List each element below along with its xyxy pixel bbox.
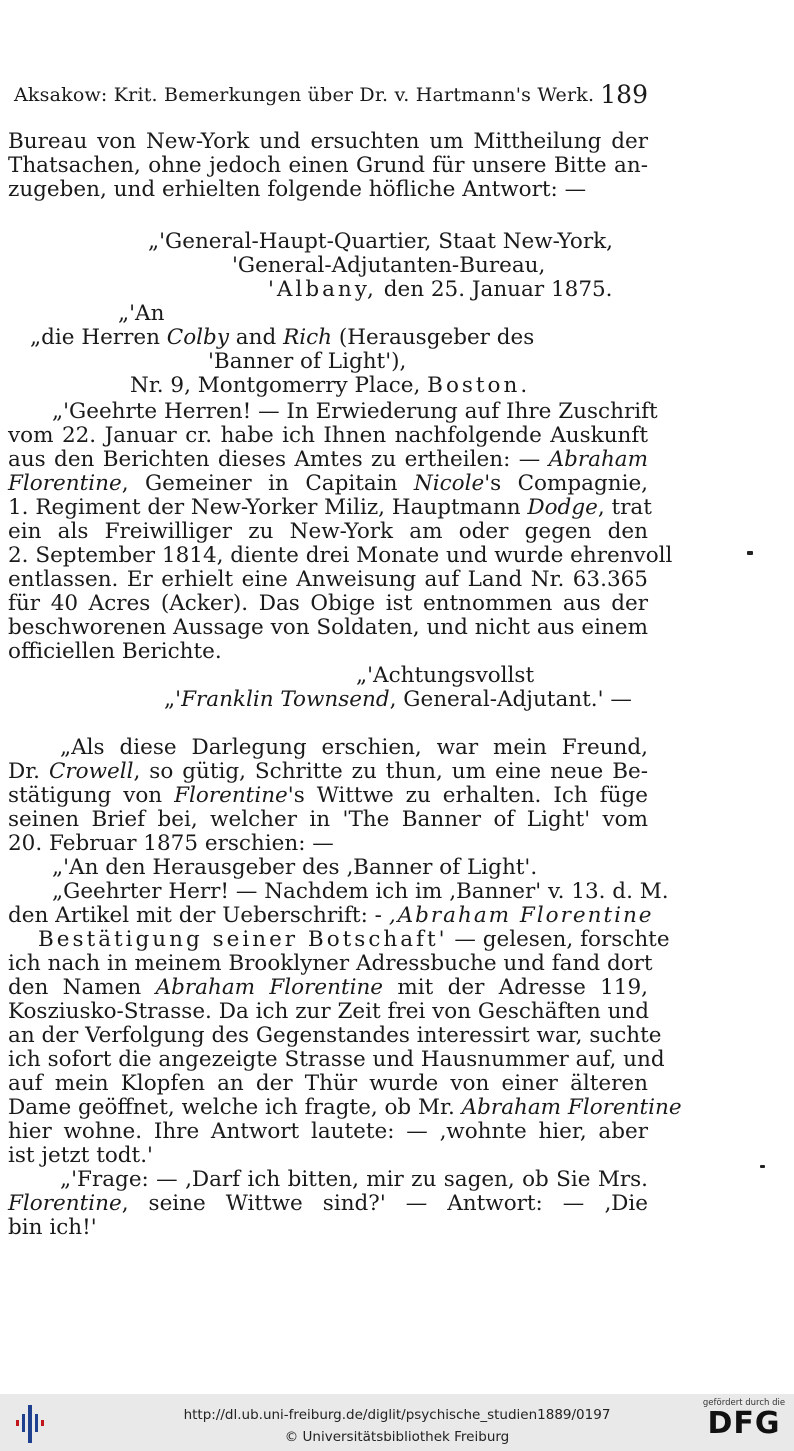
document-url[interactable]: http://dl.ub.uni-freiburg.de/diglit/psychische_studien1889/0197 (183, 1407, 611, 1423)
text-line (8, 495, 652, 520)
text-line: 2. September 1814, diente drei Monate und wurde ehrenvoll (8, 543, 673, 568)
text-line: ich nach in meinem Brooklyner Adressbuche und fand dort (8, 951, 653, 976)
text-span: Dame geöffnet, welche ich fragte, ob Mr. (8, 1095, 462, 1120)
italic-name: Abraham Florentine (461, 1095, 682, 1120)
text-line: „Geehrter Herr! — Nachdem ich im ‚Banner' v. 13. d. M. (52, 879, 669, 904)
text-line: hier wohne. Ihre Antwort lautete: — ‚wohnte hier, aber (8, 1119, 648, 1144)
letter-header-line: „'General-Haupt-Quartier, Staat New-York, (148, 229, 613, 254)
text-span: , Gemeiner in Capitain (121, 471, 414, 496)
text-span: (Herausgeber des (332, 325, 535, 350)
text-span: mit der Adresse 119, (383, 975, 648, 1000)
italic-name: Abraham (548, 447, 648, 472)
running-title: Aksakow: Krit. Bemerkungen über Dr. v. Hartmann's Werk. (14, 84, 595, 106)
copyright-notice: © Universitätsbibliothek Freiburg (284, 1429, 510, 1445)
text-span: den Artikel mit der Ueberschrift: - (8, 903, 389, 928)
text-line: „'Frage: — ‚Darf ich bitten, mir zu sagen, ob Sie Mrs. (60, 1167, 648, 1192)
text-span: , trat (597, 495, 652, 520)
place-name: Boston. (427, 373, 531, 398)
letter-date-line (268, 278, 613, 302)
text-line (8, 760, 648, 784)
address-line (30, 326, 534, 350)
text-span: den Namen (8, 975, 156, 1000)
text-line: vom 22. Januar cr. habe ich Ihnen nachfolgende Auskunft (8, 423, 648, 448)
text-span: 's Compagnie, (484, 471, 648, 496)
italic-title: ‚Abraham Florentine (388, 903, 654, 928)
running-header (8, 80, 648, 112)
text-line: bin ich!' (8, 1215, 97, 1240)
text-line (8, 472, 648, 496)
text-line (8, 1192, 648, 1216)
italic-name: Florentine (174, 783, 288, 808)
place-name: 'Albany, (268, 277, 377, 302)
text-line: „Als diese Darlegung erschien, war mein Freund, (60, 735, 648, 760)
date-text: den 25. Januar 1875. (376, 277, 613, 302)
text-line: seinen Brief bei, welcher in 'The Banner of Light' vom (8, 807, 648, 832)
text-line: „'An den Herausgeber des ‚Banner of Light'. (52, 855, 538, 880)
text-line (8, 784, 648, 808)
text-span: „die Herren (30, 325, 167, 350)
italic-name: Abraham Florentine (155, 975, 384, 1000)
italic-name: Colby (166, 325, 229, 350)
italic-name: Crowell (48, 759, 134, 784)
text-line: beschworenen Aussage von Soldaten, und nicht aus einem (8, 615, 648, 640)
text-line: an der Verfolgung des Gegenstandes interessirt war, suchte (8, 1023, 662, 1048)
italic-name: Florentine (8, 471, 122, 496)
dfg-tagline: gefördert durch die (702, 1398, 786, 1408)
address-line (130, 374, 530, 398)
italic-name: Rich (283, 325, 333, 350)
italic-name: Franklin Townsend (181, 687, 390, 712)
text-line: ein als Freiwilliger zu New-York am oder gegen den (8, 519, 648, 544)
text-line: officiellen Berichte. (8, 639, 222, 664)
italic-name: Nicole (413, 471, 485, 496)
text-span: aus den Berichten dieses Amtes zu ertheilen: — (8, 447, 549, 472)
text-span: stätigung von (8, 783, 175, 808)
text-line: Thatsachen, ohne jedoch einen Grund für unsere Bitte an- (8, 153, 648, 178)
text-span: — gelesen, forschte (447, 927, 670, 952)
text-line: für 40 Acres (Acker). Das Obige ist entnommen aus der (8, 591, 648, 616)
text-line: 20. Februar 1875 erschien: — (8, 831, 334, 856)
text-span: Nr. 9, Montgomerry Place, (130, 373, 428, 398)
text-span: Dr. (8, 759, 49, 784)
spaced-title: Bestätigung seiner Botschaft' (38, 927, 448, 952)
text-span: , seine Wittwe sind?' — Antwort: — ‚Die (121, 1191, 648, 1216)
text-line (8, 1095, 682, 1120)
margin-mark (747, 551, 753, 555)
text-span: 1. Regiment der New-Yorker Miliz, Hauptmann (8, 495, 528, 520)
text-line: zugeben, und erhielten folgende höfliche Antwort: — (8, 177, 587, 202)
closing-line: „'Achtungsvollst (356, 663, 535, 688)
italic-name: Dodge (527, 495, 598, 520)
margin-mark (760, 1165, 765, 1168)
viewer-footer (0, 1394, 794, 1451)
text-span: , so gütig, Schritte zu thun, um eine neue Be- (133, 759, 648, 784)
dfg-logo (702, 1398, 786, 1448)
page-number: 189 (600, 80, 648, 109)
dfg-wordmark: DFG (707, 1406, 781, 1441)
text-line: Bureau von New-York und ersuchten um Mittheilung der (8, 129, 648, 154)
signature-line (164, 688, 632, 712)
text-line (8, 903, 654, 928)
italic-name: Florentine (8, 1191, 122, 1216)
text-line (8, 976, 648, 1000)
text-line: ist jetzt todt.' (8, 1143, 153, 1168)
text-span: „' (164, 687, 182, 712)
text-line: auf mein Klopfen an der Thür wurde von einer älteren (8, 1071, 648, 1096)
text-line: Kosziusko-Strasse. Da ich zur Zeit frei von Geschäften und (8, 999, 650, 1024)
text-span: 's Wittwe zu erhalten. Ich füge (287, 783, 648, 808)
text-line: „'Geehrte Herren! — In Erwiederung auf Ihre Zuschrift (52, 399, 658, 424)
letter-header-line: 'General-Adjutanten-Bureau, (232, 253, 546, 278)
text-line: ich sofort die angezeigte Strasse und Hausnummer auf, und (8, 1047, 665, 1072)
text-span: and (228, 325, 284, 350)
address-line: 'Banner of Light'), (208, 349, 407, 374)
text-line (38, 927, 670, 952)
text-line: entlassen. Er erhielt eine Anweisung auf Land Nr. 63.365 (8, 567, 648, 592)
text-span: , General-Adjutant.' — (389, 687, 632, 712)
text-line: „'An (118, 301, 165, 326)
text-line (8, 448, 648, 472)
